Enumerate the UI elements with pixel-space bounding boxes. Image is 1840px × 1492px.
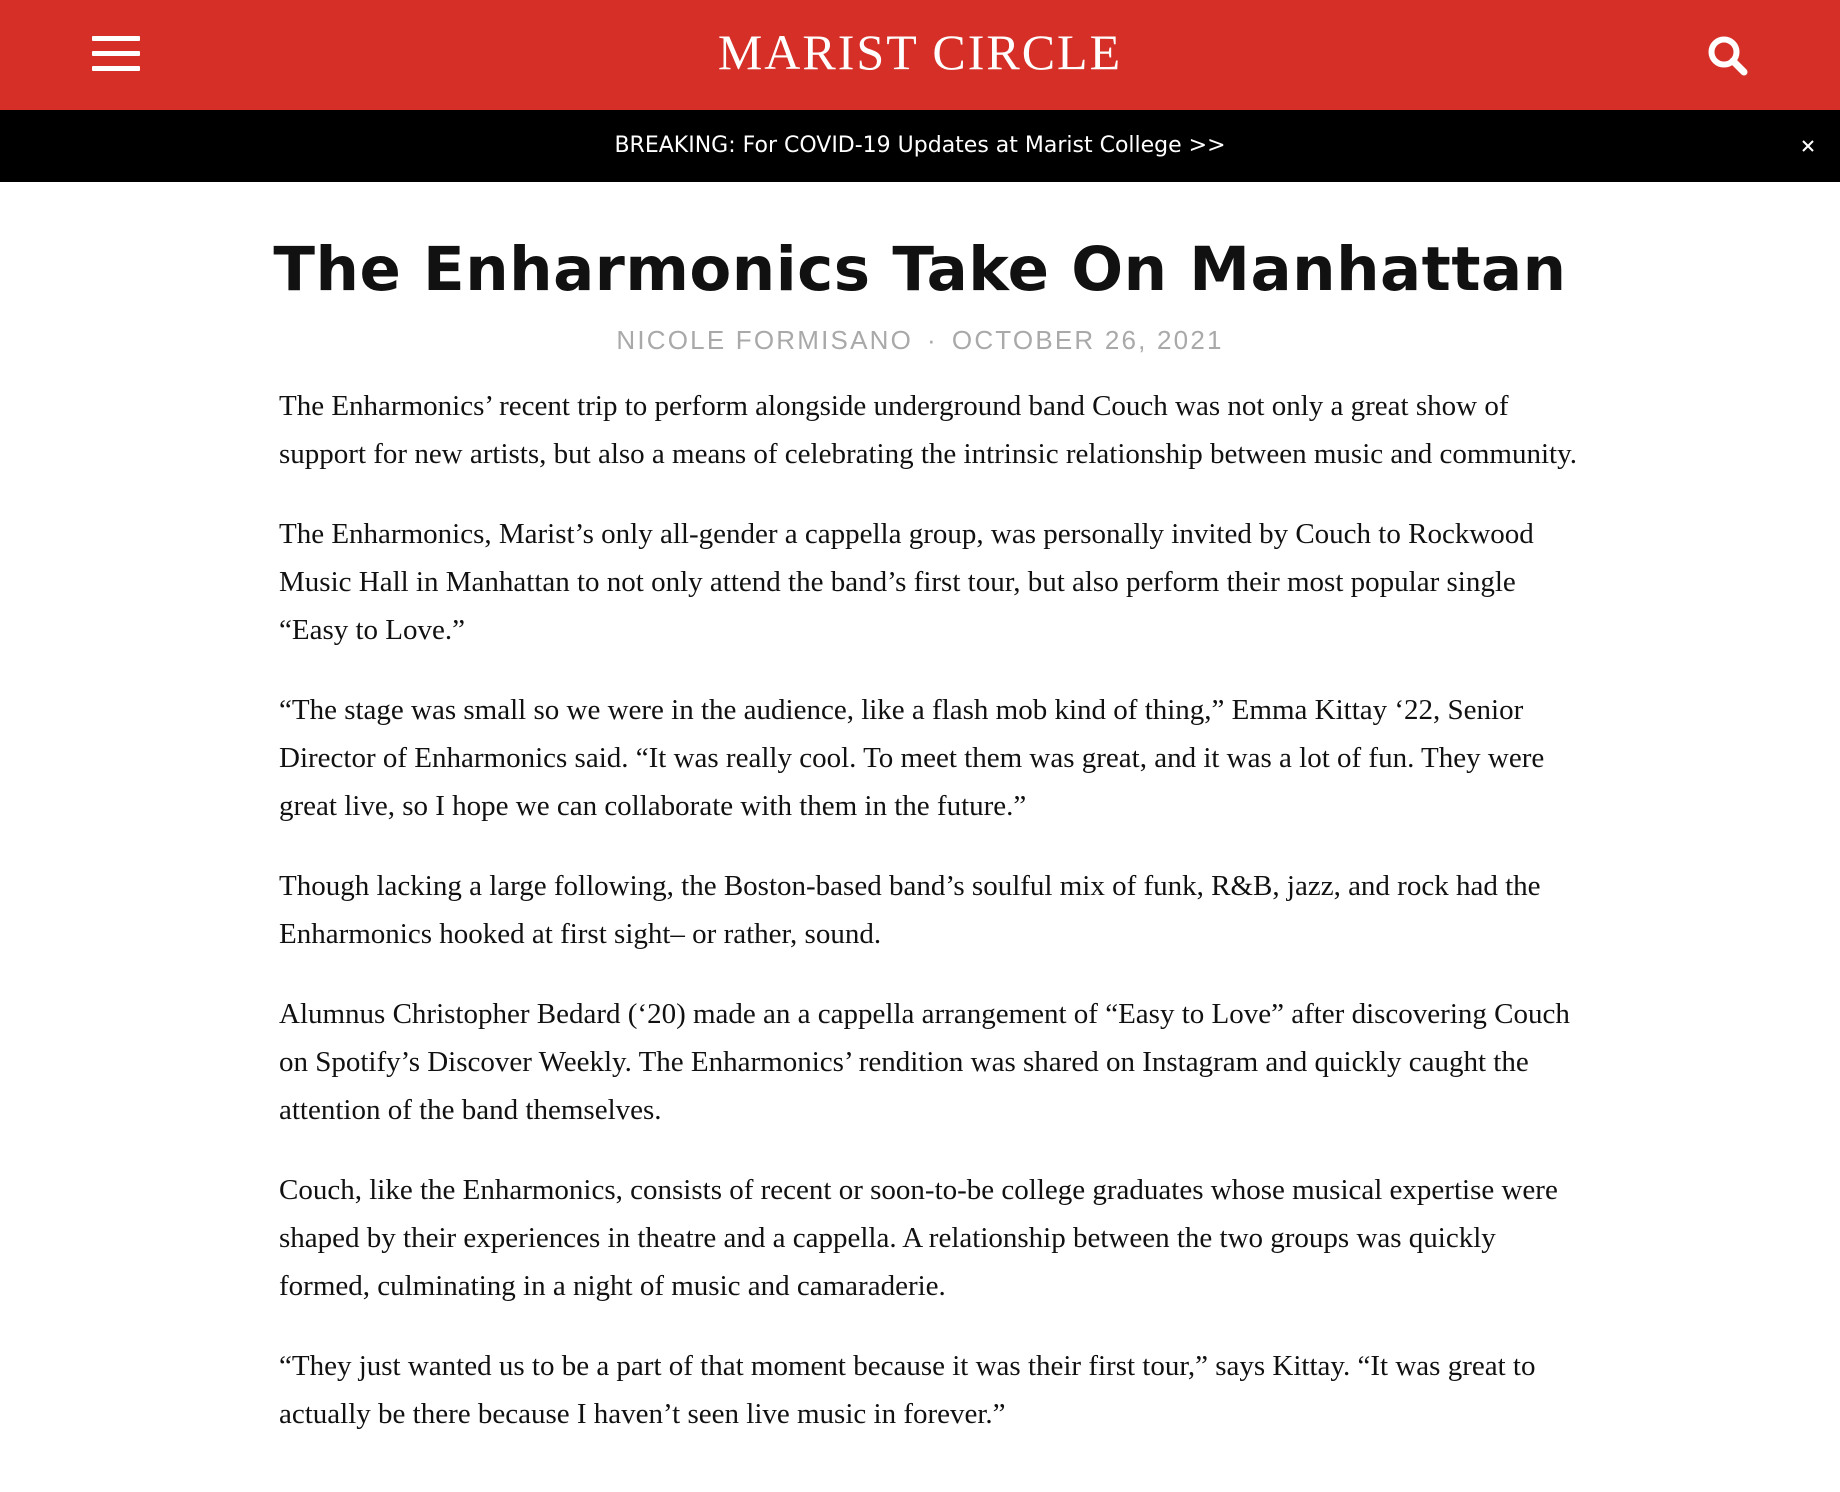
search-icon[interactable] xyxy=(1706,34,1750,78)
hamburger-menu-icon[interactable] xyxy=(92,36,140,72)
close-icon[interactable] xyxy=(1796,134,1820,158)
article-paragraph: Couch, like the Enharmonics, consists of recent or soon-to-be college graduates whose musical expertise were shaped by their experiences in theatre and a cappella. A relationship between the two groups was quickly formed, culminating in a night of music and camaraderie. xyxy=(279,1174,1558,1302)
article-paragraph: The Enharmonics, Marist’s only all-gender a cappella group, was personally invited by Couch to Rockwood Music Hall in Manhattan to not only attend the band’s first tour, but also perform their most popular single “Easy to Love.” xyxy=(279,518,1534,646)
article-paragraph: Though lacking a large following, the Boston-based band’s soulful mix of funk, R&B, jazz, and rock had the Enharmonics hooked at first sight– or rather, sound. xyxy=(279,870,1541,950)
menu-bar-top xyxy=(92,36,140,41)
article-paragraph: The Enharmonics’ recent trip to perform alongside underground band Couch was not only a great show of support for new artists, but also a means of celebrating the intrinsic relationship between music and community. xyxy=(279,390,1577,470)
article-byline xyxy=(0,322,1840,358)
article-title: The Enharmonics Take On Manhattan xyxy=(273,234,1567,305)
author-link[interactable]: NICOLE FORMISANO xyxy=(616,325,914,355)
site-logo-wrapper xyxy=(0,24,1840,80)
menu-bar-middle xyxy=(92,51,140,56)
article-paragraph: “They just wanted us to be a part of that moment because it was their first tour,” says Kittay. “It was great to actually be there because I haven’t seen live music in forever.” xyxy=(279,1350,1536,1430)
article-paragraph: Alumnus Christopher Bedard (‘20) made an a cappella arrangement of “Easy to Love” after discovering Couch on Spotify’s Discover Weekly. The Enharmonics’ rendition was shared on Instagram and quickly caught the attention of the band themselves. xyxy=(279,998,1570,1126)
article-paragraph: “The stage was small so we were in the audience, like a flash mob kind of thing,” Emma Kittay ‘22, Senior Director of Enharmonics said. “It was really cool. To meet them was great, and it was a lot of fun. They were great live, so I hope we can collaborate with them in the future.” xyxy=(279,694,1545,822)
menu-bar-bottom xyxy=(92,66,140,71)
byline-separator: · xyxy=(927,325,938,355)
breaking-news-link[interactable]: BREAKING: For COVID-19 Updates at Marist College >> xyxy=(614,133,1226,158)
article-body xyxy=(279,382,1589,1470)
site-title[interactable]: MARIST CIRCLE xyxy=(717,24,1123,80)
breaking-news-wrapper xyxy=(0,110,1840,182)
publish-date: OCTOBER 26, 2021 xyxy=(951,325,1224,355)
breaking-news-banner xyxy=(0,110,1840,182)
site-header xyxy=(0,0,1840,110)
